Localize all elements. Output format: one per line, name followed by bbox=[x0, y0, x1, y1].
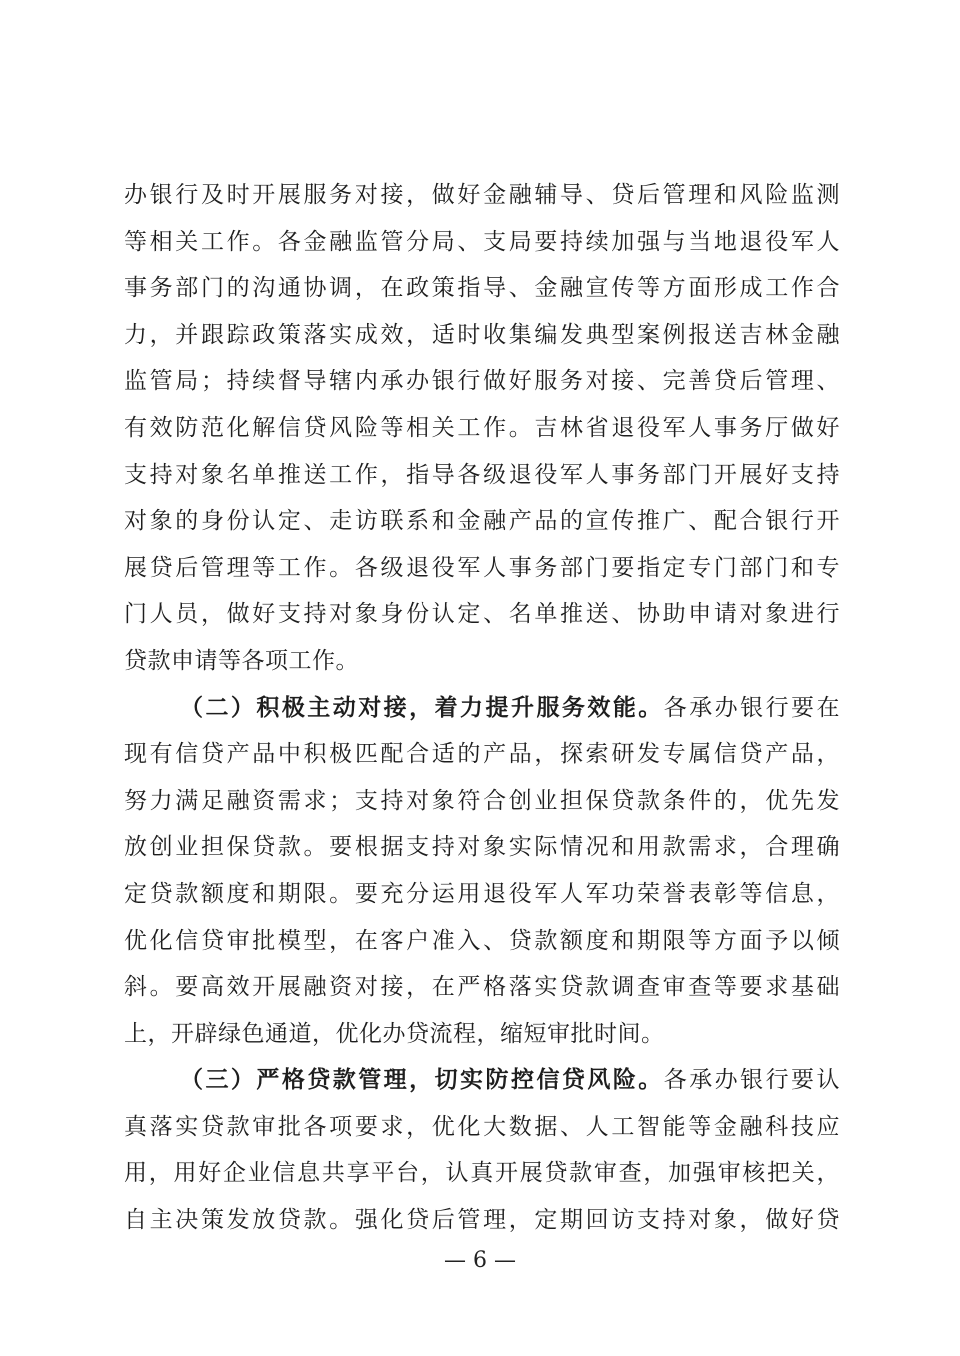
text-line: 等相关工作。各金融监管分局、支局要持续加强与当地退役军人 bbox=[124, 228, 840, 255]
text-line: 事务部门的沟通协调，在政策指导、金融宣传等方面形成工作合 bbox=[124, 275, 840, 302]
section-two-paragraph bbox=[124, 685, 840, 1058]
text-line: 用，用好企业信息共享平台，认真开展贷款审查，加强审核把关， bbox=[124, 1160, 840, 1187]
text-line: 自主决策发放贷款。强化贷后管理，定期回访支持对象，做好贷 bbox=[124, 1207, 840, 1234]
text-line: 对象的身份认定、走访联系和金融产品的宣传推广、配合银行开 bbox=[124, 508, 840, 535]
section-three-paragraph bbox=[124, 1057, 840, 1243]
text-line: 优化信贷审批模型，在客户准入、贷款额度和期限等方面予以倾 bbox=[124, 927, 840, 954]
text-line: 门人员，做好支持对象身份认定、名单推送、协助申请对象进行 bbox=[124, 601, 840, 628]
text-line: 展贷后管理等工作。各级退役军人事务部门要指定专门部门和专 bbox=[124, 554, 840, 581]
text-line: 上，开辟绿色通道，优化办贷流程，缩短审批时间。 bbox=[124, 1020, 665, 1047]
text-line: 真落实贷款审批各项要求，优化大数据、人工智能等金融科技应 bbox=[124, 1113, 840, 1140]
text-line: 贷款申请等各项工作。 bbox=[124, 647, 359, 674]
text-line: 支持对象名单推送工作，指导各级退役军人事务部门开展好支持 bbox=[124, 461, 840, 488]
text-line: 斜。要高效开展融资对接，在严格落实贷款调查审查等要求基础 bbox=[124, 974, 840, 1001]
section-three-heading: （三）严格贷款管理，切实防控信贷风险。 bbox=[180, 1066, 664, 1094]
text-line: 监管局；持续督导辖内承办银行做好服务对接、完善贷后管理、 bbox=[124, 368, 840, 395]
text-line: 办银行及时开展服务对接，做好金融辅导、贷后管理和风险监测 bbox=[124, 182, 840, 208]
text-line: 力，并跟踪政策落实成效，适时收集编发典型案例报送吉林金融 bbox=[124, 321, 840, 348]
section-three-first-line-text: 各承办银行要认 bbox=[663, 1067, 841, 1094]
text-line: 放创业担保贷款。要根据支持对象实际情况和用款需求，合理确 bbox=[124, 834, 840, 861]
text-line: 努力满足融资需求；支持对象符合创业担保贷款条件的，优先发 bbox=[124, 787, 840, 814]
text-line: 定贷款额度和期限。要充分运用退役军人军功荣誉表彰等信息， bbox=[124, 880, 840, 907]
paragraph-continuation bbox=[124, 172, 840, 685]
section-two-first-line-text: 各承办银行要在 bbox=[663, 694, 841, 721]
page-number: — 6 — bbox=[444, 1248, 516, 1273]
text-line: 有效防范化解信贷风险等相关工作。吉林省退役军人事务厅做好 bbox=[124, 414, 840, 441]
document-body bbox=[124, 172, 840, 1244]
section-two-first-line bbox=[124, 685, 840, 732]
text-line: 现有信贷产品中积极匹配合适的产品，探索研发专属信贷产品， bbox=[124, 741, 840, 768]
section-two-heading: （二）积极主动对接，着力提升服务效能。 bbox=[180, 693, 664, 721]
section-three-first-line bbox=[124, 1057, 840, 1104]
